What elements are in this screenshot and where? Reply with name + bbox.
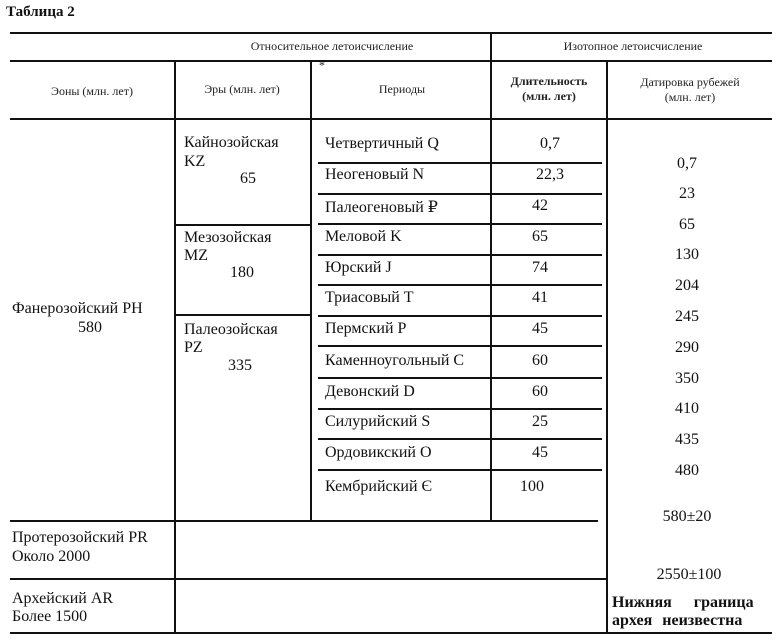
periods-column-header: Периоды: [378, 82, 426, 96]
period-separator: [318, 223, 602, 225]
eon-value: Более 1500: [12, 608, 88, 625]
top-rule: [10, 32, 772, 34]
period-separator: [318, 284, 602, 286]
dating-column-unit: (млн. лет): [664, 90, 716, 104]
period-separator: [318, 408, 602, 410]
period-duration: 60: [532, 352, 548, 369]
period-separator: [318, 254, 602, 256]
era-separator-1: [174, 224, 310, 226]
isotope-dating-header: Изотопное летоисчисление: [563, 39, 703, 53]
era-code: PZ: [184, 339, 203, 356]
era-value: 180: [230, 264, 254, 281]
eon-value: Около 2000: [12, 548, 91, 565]
eon-name: Протерозойский PR: [12, 529, 148, 546]
duration-column-unit: (млн. лет): [522, 89, 576, 103]
header-rule: [10, 118, 772, 120]
boundary-date: 410: [675, 400, 699, 417]
boundary-date: 480: [675, 462, 699, 479]
period-duration: 25: [532, 413, 548, 430]
period-separator: [318, 193, 602, 195]
archean-note-line1: Нижняя граница: [612, 594, 754, 611]
era-name: Кайнозойская: [184, 134, 279, 151]
era-name: Палеозойская: [184, 321, 278, 338]
period-duration-divider: [490, 32, 492, 520]
period-separator: [318, 315, 602, 317]
era-code: MZ: [184, 247, 208, 264]
period-separator: [318, 162, 602, 164]
eon-name: Фанерозойский PH: [12, 300, 143, 317]
phanerozoic-bottom-rule: [10, 520, 598, 522]
period-name: Палеогеновый ₽: [325, 199, 438, 216]
period-name: Четвертичный Q: [325, 135, 439, 152]
period-duration: 41: [532, 289, 548, 306]
period-separator: [318, 469, 602, 471]
period-name: Девонский D: [325, 383, 415, 400]
period-name: Меловой K: [325, 228, 402, 245]
boundary-date: 435: [675, 431, 699, 448]
proterozoic-bottom-rule: [10, 578, 608, 580]
footnote-star: *: [319, 58, 325, 72]
period-name: Неогеновый N: [325, 166, 425, 183]
table-caption: Таблица 2: [6, 4, 75, 20]
boundary-date: 350: [675, 370, 699, 387]
boundary-date: 204: [675, 277, 699, 294]
period-duration: 45: [532, 320, 548, 337]
period-duration: 22,3: [536, 166, 564, 183]
eon-era-divider: [174, 60, 176, 632]
era-code: KZ: [184, 153, 206, 170]
archean-note-line2: архея неизвестна: [612, 612, 743, 629]
boundary-date: 245: [675, 308, 699, 325]
period-duration: 0,7: [540, 135, 560, 152]
duration-column-header: Длительность: [510, 74, 588, 88]
eon-value: 580: [78, 319, 102, 336]
era-value: 65: [240, 170, 256, 187]
subheader-rule: [10, 60, 772, 62]
period-name: Кембрийский Є: [325, 478, 433, 495]
era-period-divider: [310, 60, 312, 520]
period-duration: 42: [532, 197, 548, 214]
boundary-date: 65: [679, 216, 695, 233]
boundary-date: 130: [675, 246, 699, 263]
period-name: Пермский P: [325, 320, 407, 337]
era-value: 335: [228, 357, 252, 374]
period-duration: 65: [532, 228, 548, 245]
period-name: Триасовый T: [325, 289, 414, 306]
relative-dating-header: Относительное летоисчисление: [250, 39, 414, 53]
period-duration: 60: [532, 383, 548, 400]
period-separator: [318, 345, 602, 347]
boundary-date: 290: [675, 339, 699, 356]
period-separator: [318, 377, 602, 379]
period-duration: 100: [520, 478, 544, 495]
dating-column-header: Датировка рубежей: [640, 75, 740, 89]
boundary-date: 0,7: [677, 155, 697, 172]
period-separator: [318, 438, 602, 440]
eons-column-header: Эоны (млн. лет): [51, 84, 133, 98]
period-duration: 74: [532, 259, 548, 276]
eras-column-header: Эры (млн. лет): [204, 82, 280, 96]
boundary-date: 23: [679, 185, 695, 202]
era-name: Мезозойская: [184, 229, 272, 246]
eon-name: Архейский AR: [12, 590, 114, 607]
era-separator-2: [174, 314, 310, 316]
period-name: Каменноугольный C: [325, 352, 465, 369]
boundary-date: 2550±100: [656, 566, 722, 583]
period-name: Ордовикский O: [325, 444, 432, 461]
period-name: Юрский J: [325, 259, 392, 276]
duration-dating-divider: [606, 60, 608, 632]
boundary-date: 580±20: [662, 508, 712, 525]
bottom-rule: [10, 632, 772, 634]
period-name: Силурийский S: [325, 413, 431, 430]
period-duration: 45: [532, 444, 548, 461]
